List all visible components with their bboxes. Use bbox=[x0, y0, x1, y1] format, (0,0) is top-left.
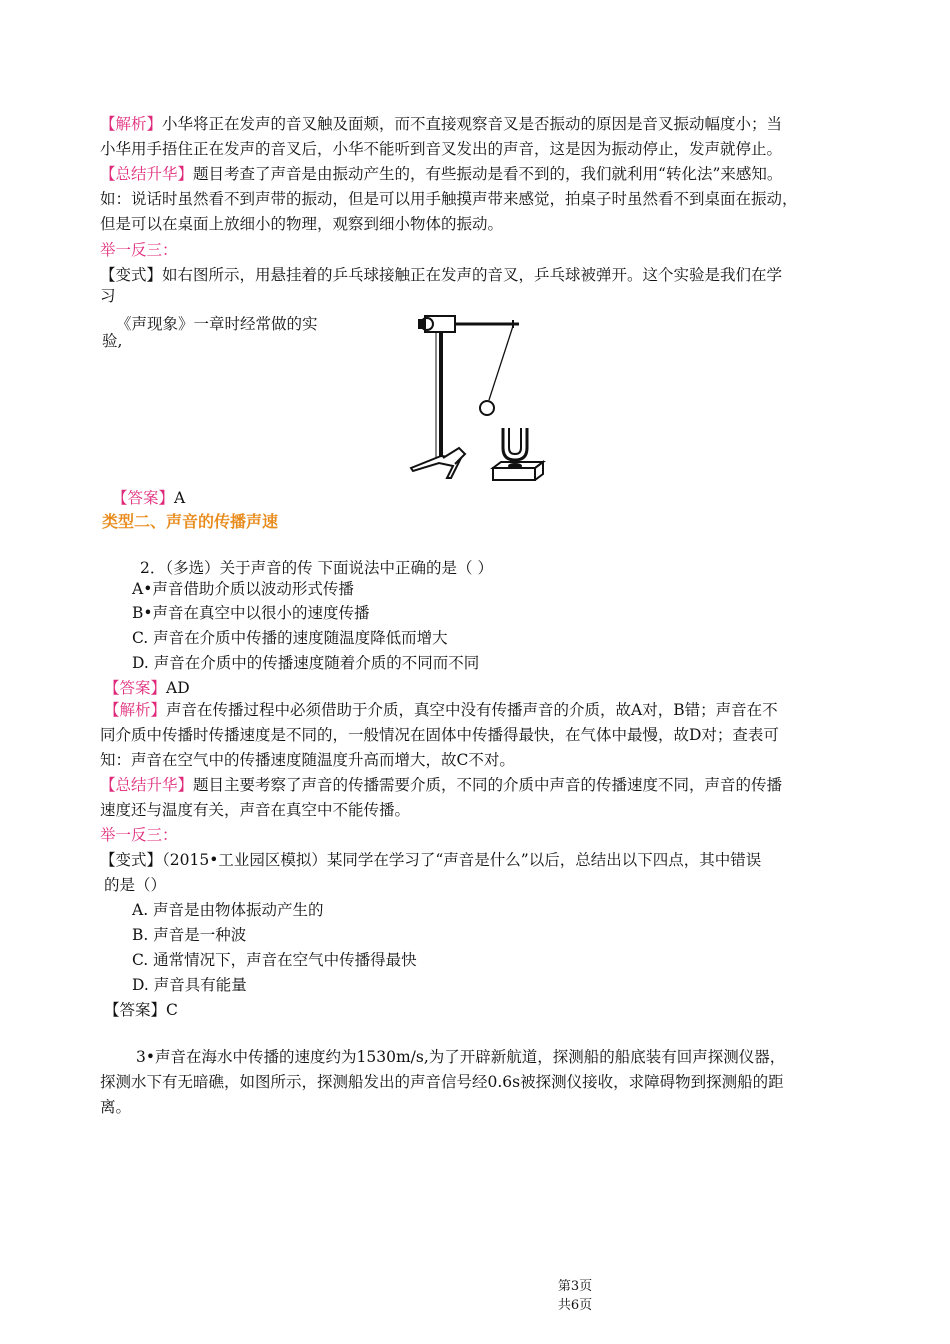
jiexi-text: 小华将正在发声的音叉触及面颊，而不直接观察音叉是否振动的原因是音叉振动幅度小；当 bbox=[162, 115, 783, 133]
q2-zongjie-line2: 速度还与温度有关，声音在真空中不能传播。 bbox=[100, 801, 411, 819]
q2-answer-line bbox=[104, 677, 190, 699]
q2-jiexi-text: 声音在传播过程中必须借助于介质，真空中没有传播声音的介质，故A对，B错；声音在不 bbox=[166, 701, 778, 719]
answer-line bbox=[112, 487, 185, 509]
zongjie-paragraph-line2: 如：说话时虽然看不到声带的振动，但是可以用手触摸声带来感觉，拍桌子时虽然看不到桌面在振动， bbox=[100, 190, 798, 208]
q2-bianshi-option-c: C. 通常情况下，声音在空气中传播得最快 bbox=[132, 951, 417, 969]
answer-tag: 【答案】 bbox=[112, 489, 175, 507]
q2-bianshi-answer: 【答案】C bbox=[104, 1001, 178, 1019]
q2-stem: 2．（多选）关于声音的传 下面说法中正确的是（ ） bbox=[140, 559, 493, 577]
bianshi-line2: 习 bbox=[100, 287, 116, 305]
q2-option-c: C. 声音在介质中传播的速度随温度降低而增大 bbox=[132, 629, 448, 647]
q3-line1: 3•声音在海水中传播的速度约为1530m/s,为了开辟新航道，探测船的船底装有回声探测仪器， bbox=[136, 1048, 786, 1066]
bianshi-line1: 【变式】如右图所示，用悬挂着的乒乓球接触正在发声的音叉，乒乓球被弹开。这个实验是我们在学 bbox=[100, 266, 783, 284]
page-number: 第3页 bbox=[557, 1279, 593, 1294]
q2-option-a: A•声音借助介质以波动形式传播 bbox=[132, 580, 354, 598]
section-title: 类型二、声音的传播声速 bbox=[102, 512, 279, 531]
answer-value: A bbox=[174, 489, 186, 507]
jiexi-paragraph-line1 bbox=[100, 113, 782, 135]
zongjie-tag: 【总结升华】 bbox=[100, 165, 194, 183]
q2-bianshi-option-d: D. 声音具有能量 bbox=[132, 976, 247, 994]
q2-option-d: D. 声音在介质中的传播速度随着介质的不同而不同 bbox=[132, 654, 480, 672]
q2-answer-value: AD bbox=[166, 679, 190, 697]
q2-jiexi-line3: 知：声音在空气中的传播速度随温度升高而增大，故C不对。 bbox=[100, 751, 515, 769]
bianshi-line4: 验, bbox=[102, 332, 123, 350]
q2-juyi-heading: 举一反三： bbox=[100, 826, 178, 844]
q2-bianshi-option-b: B. 声音是一种波 bbox=[132, 926, 247, 944]
bianshi-line3: 《声现象》一章时经常做的实 bbox=[116, 315, 318, 333]
q2-option-b: B•声音在真空中以很小的速度传播 bbox=[132, 604, 370, 622]
q2-zongjie-tag: 【总结升华】 bbox=[100, 776, 194, 794]
q2-jiexi-line1 bbox=[104, 699, 778, 721]
jiexi-tag: 【解析】 bbox=[100, 115, 163, 133]
q2-jiexi-tag: 【解析】 bbox=[104, 701, 167, 719]
q2-bianshi-line2: 的是（） bbox=[104, 876, 167, 894]
q2-zongjie-text: 题目主要考察了声音的传播需要介质，不同的介质中声音的传播速度不同，声音的传播 bbox=[193, 776, 783, 794]
zongjie-paragraph-line1 bbox=[100, 163, 782, 185]
q2-bianshi-line1: 【变式】（2015•工业园区模拟）某同学在学习了“声音是什么”以后，总结出以下四点，其中错误 bbox=[100, 851, 762, 869]
q3-line3: 离。 bbox=[100, 1098, 132, 1116]
q2-jiexi-line2: 同介质中传播时传播速度是不同的，一般情况在固体中传播得最快，在气体中最慢，故D对；查表可 bbox=[100, 726, 779, 744]
q3-line2: 探测水下有无暗礁，如图所示，探测船发出的声音信号经0.6s被探测仪接收，求障碍物到探测船的距 bbox=[100, 1073, 784, 1091]
q2-answer-tag: 【答案】 bbox=[104, 679, 167, 697]
juyi-heading: 举一反三： bbox=[100, 241, 178, 259]
q2-zongjie-line1 bbox=[100, 774, 782, 796]
page-total: 共6页 bbox=[557, 1298, 593, 1313]
q2-bianshi-option-a: A. 声音是由物体振动产生的 bbox=[132, 901, 324, 919]
tuning-fork-figure bbox=[405, 308, 555, 486]
jiexi-paragraph-line2: 小华用手捂住正在发声的音叉后，小华不能听到音叉发出的声音，这是因为振动停止，发声就停止。 bbox=[100, 140, 783, 158]
zongjie-paragraph-line3: 但是可以在桌面上放细小的物理，观察到细小物体的振动。 bbox=[100, 215, 504, 233]
zongjie-text: 题目考查了声音是由振动产生的，有些振动是看不到的，我们就利用“转化法”来感知。 bbox=[193, 165, 783, 183]
